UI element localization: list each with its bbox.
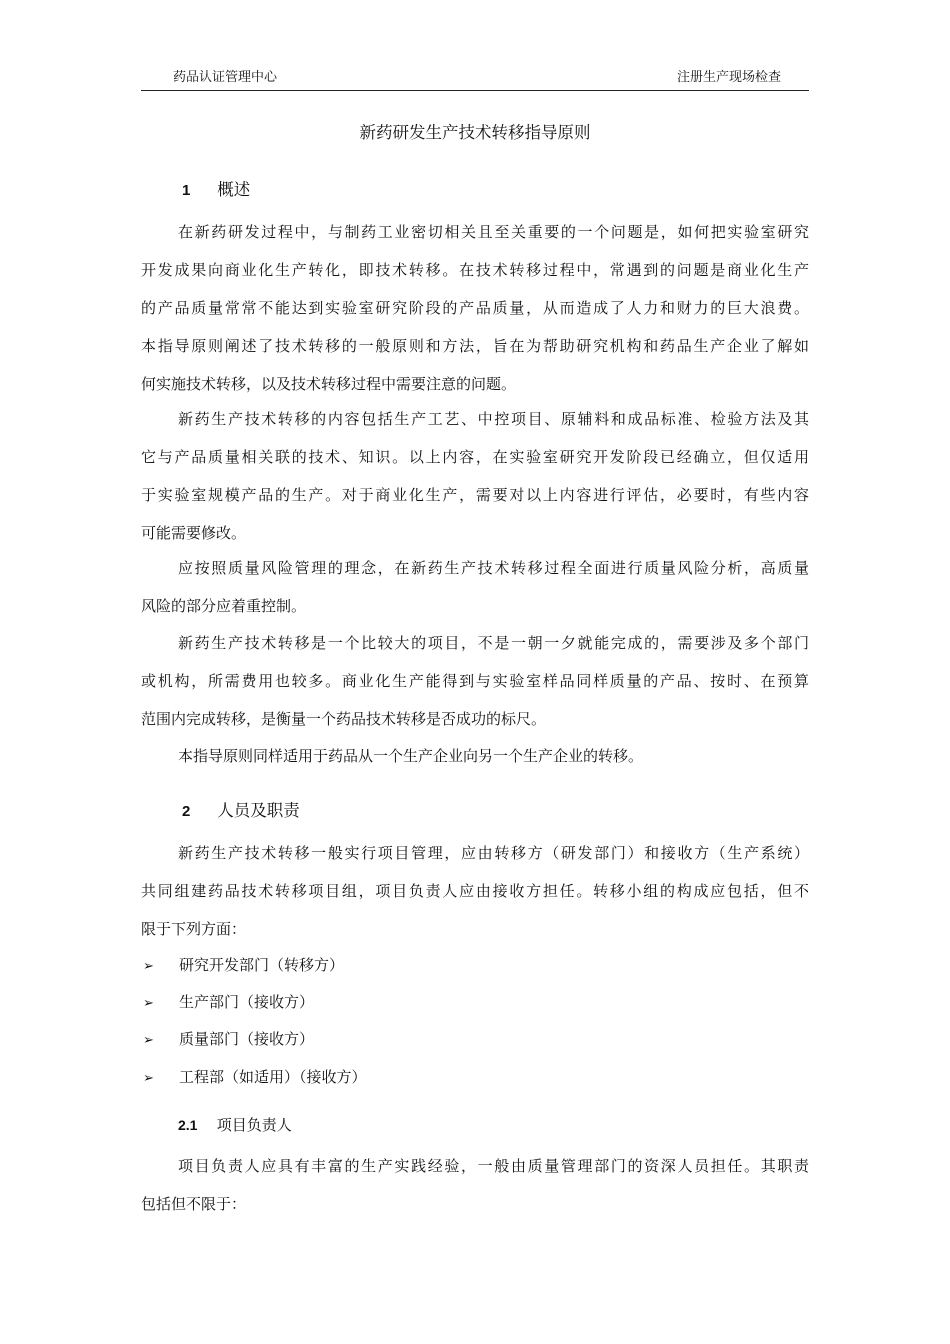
text-line: 它与产品质量相关联的技术、知识。以上内容，在实验室研究开发阶段已经确立，但仅适用 — [141, 448, 809, 466]
text-line: 在新药研发过程中，与制药工业密切相关且至关重要的一个问题是，如何把实验室研究 — [178, 223, 809, 241]
section-1-title: 概述 — [217, 180, 251, 199]
section-1-heading — [182, 179, 250, 202]
list-item-text: 质量部门（接收方） — [179, 1030, 315, 1048]
text-line: 新药生产技术转移的内容包括生产工艺、中控项目、原辅料和成品标准、检验方法及其 — [178, 410, 809, 428]
text-line: 包括但不限于： — [141, 1195, 247, 1213]
page-header — [141, 70, 809, 91]
text-line: 于实验室规模产品的生产。对于商业化生产，需要对以上内容进行评估，必要时，有些内容 — [141, 486, 809, 504]
arrow-bullet-icon: ➢ — [143, 1071, 154, 1086]
list-item — [143, 992, 314, 1014]
arrow-bullet-icon: ➢ — [143, 996, 154, 1011]
section-1-number: 1 — [182, 182, 191, 199]
header-right-text: 注册生产现场检查 — [676, 70, 781, 85]
text-line: 项目负责人应具有丰富的生产实践经验，一般由质量管理部门的资深人员担任。其职责 — [178, 1157, 809, 1175]
list-item-text: 生产部门（接收方） — [179, 993, 315, 1011]
list-item — [143, 1067, 367, 1089]
arrow-bullet-icon: ➢ — [143, 1033, 154, 1048]
text-line: 新药生产技术转移一般实行项目管理，应由转移方（研发部门）和接收方（生产系统） — [178, 844, 809, 862]
document-title: 新药研发生产技术转移指导原则 — [359, 123, 591, 142]
list-item — [143, 955, 344, 977]
text-line: 本指导原则阐述了技术转移的一般原则和方法，旨在为帮助研究机构和药品生产企业了解如 — [141, 337, 809, 355]
section-2-heading — [182, 800, 300, 823]
text-line: 或机构，所需费用也较多。商业化生产能得到与实验室样品同样质量的产品、按时、在预算 — [141, 672, 809, 690]
text-line: 新药生产技术转移是一个比较大的项目，不是一朝一夕就能完成的，需要涉及多个部门 — [178, 634, 809, 652]
text-line: 限于下列方面： — [141, 920, 247, 938]
text-line: 可能需要修改。 — [141, 524, 247, 542]
text-line: 应按照质量风险管理的理念，在新药生产技术转移过程全面进行质量风险分析，高质量 — [178, 559, 809, 577]
section-2-number: 2 — [182, 803, 191, 820]
header-left-text: 药品认证管理中心 — [173, 70, 278, 85]
text-line: 本指导原则同样适用于药品从一个生产企业向另一个生产企业的转移。 — [178, 747, 644, 765]
subsection-2-1-number: 2.1 — [178, 1117, 198, 1133]
subsection-2-1-title: 项目负责人 — [216, 1116, 292, 1134]
section-2-title: 人员及职责 — [217, 801, 300, 820]
text-line: 共同组建药品技术转移项目组，项目负责人应由接收方担任。转移小组的构成应包括，但不 — [141, 882, 809, 900]
text-line: 的产品质量常常不能达到实验室研究阶段的产品质量，从而造成了人力和财力的巨大浪费。 — [141, 299, 809, 317]
list-item-text: 研究开发部门（转移方） — [179, 956, 345, 974]
text-line: 范围内完成转移，是衡量一个药品技术转移是否成功的标尺。 — [141, 710, 547, 728]
text-line: 开发成果向商业化生产转化，即技术转移。在技术转移过程中，常遇到的问题是商业化生产 — [141, 261, 809, 279]
list-item — [143, 1029, 314, 1051]
text-line: 风险的部分应着重控制。 — [141, 597, 307, 615]
list-item-text: 工程部（如适用）（接收方） — [179, 1068, 367, 1086]
subsection-2-1-heading — [178, 1115, 292, 1135]
text-line: 何实施技术转移，以及技术转移过程中需要注意的问题。 — [141, 375, 517, 393]
arrow-bullet-icon: ➢ — [143, 959, 154, 974]
